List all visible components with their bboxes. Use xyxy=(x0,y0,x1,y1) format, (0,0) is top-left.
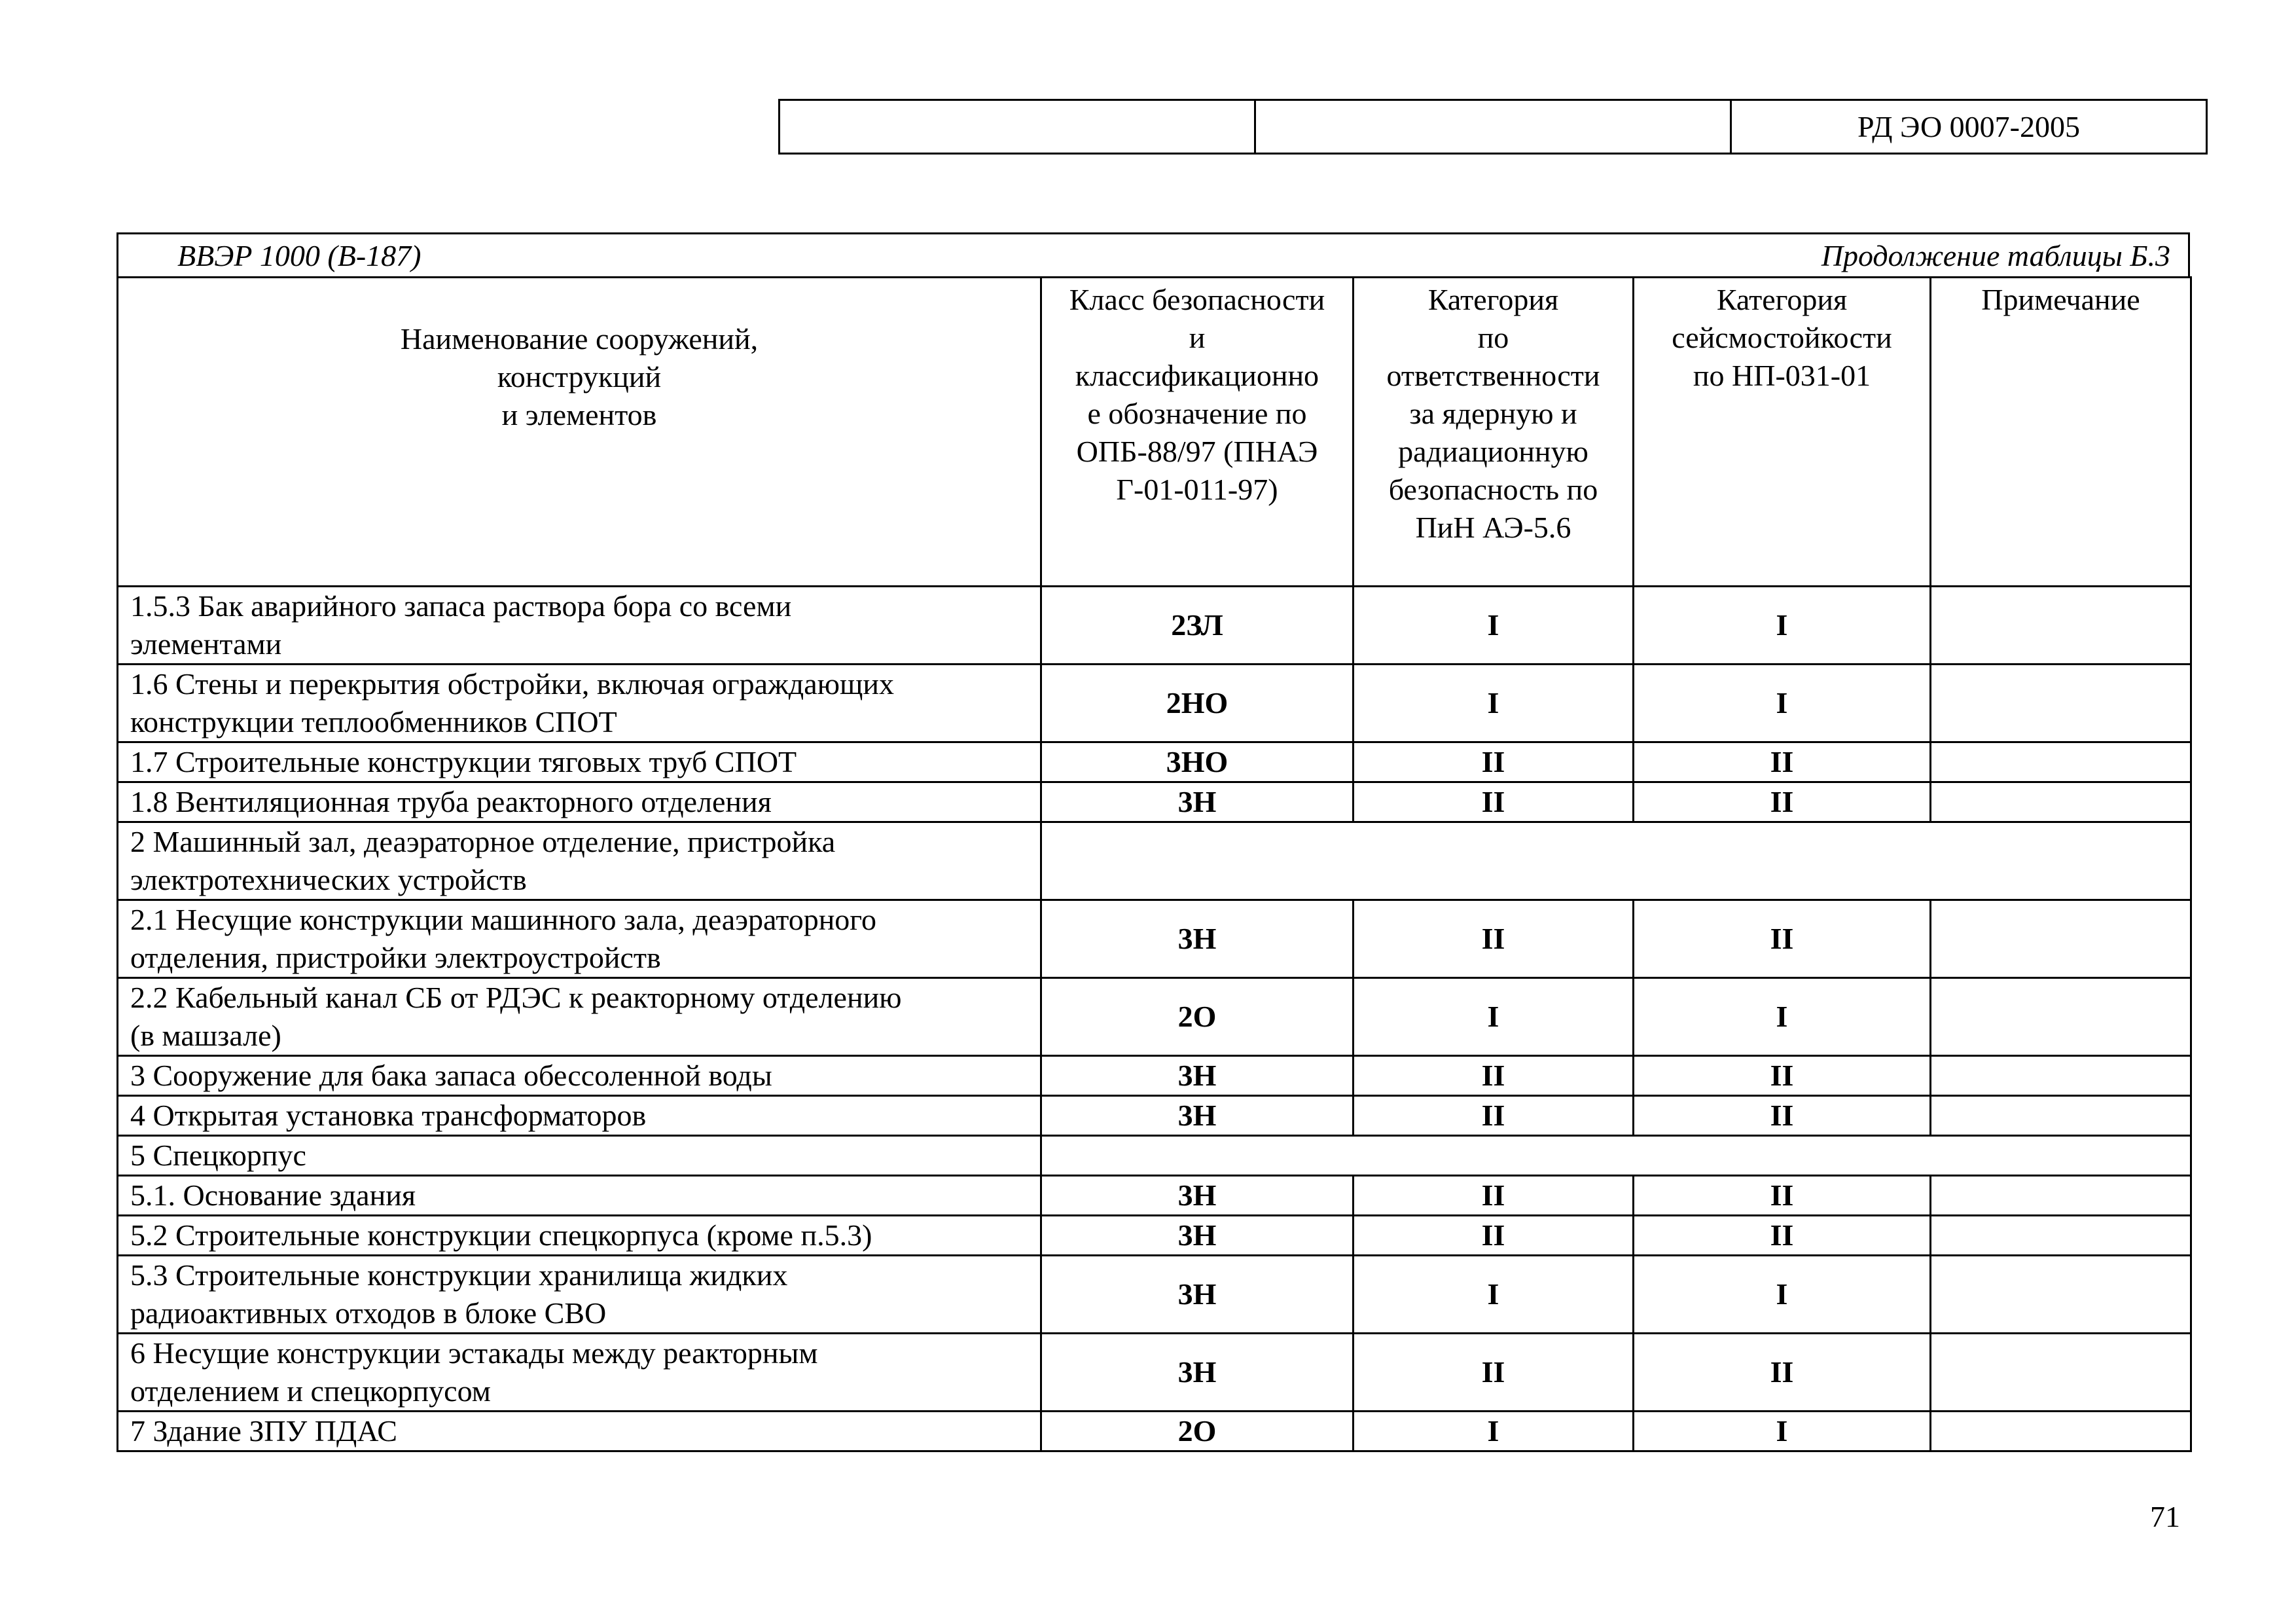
table-row xyxy=(118,782,2191,822)
table-row xyxy=(118,1056,2191,1096)
table-row xyxy=(118,665,2191,742)
table-row xyxy=(118,1216,2191,1256)
table-row xyxy=(118,1412,2191,1451)
header-cell-1 xyxy=(780,100,1255,154)
note-cell xyxy=(1931,978,2191,1056)
row-name xyxy=(118,782,1041,822)
table-row xyxy=(118,1334,2191,1412)
responsibility-cell: I xyxy=(1354,665,1634,742)
header-line: и xyxy=(1189,321,1206,354)
safety-class-cell: 3Н xyxy=(1041,1216,1354,1256)
row-name xyxy=(118,1056,1041,1096)
row-name-line: 2.1 Несущие конструкции машинного зала, деаэраторного xyxy=(130,903,877,936)
note-cell xyxy=(1931,587,2191,665)
row-name xyxy=(118,1216,1041,1256)
table-body xyxy=(118,587,2191,1451)
document-header-box xyxy=(778,99,2208,155)
header-seismic xyxy=(1634,278,1931,587)
header-line: Класс безопасности xyxy=(1069,283,1325,316)
row-name-line: 2 Машинный зал, деаэраторное отделение, пристройка xyxy=(130,825,836,858)
row-name-line: 4 Открытая установка трансформаторов xyxy=(130,1099,647,1132)
row-name-line: отделением и спецкорпусом xyxy=(130,1374,491,1408)
seismic-cell: II xyxy=(1634,1056,1931,1096)
header-name xyxy=(118,278,1041,587)
row-name-line: (в машзале) xyxy=(130,1019,281,1052)
safety-class-cell: 2О xyxy=(1041,1412,1354,1451)
row-name-line: 1.8 Вентиляционная труба реакторного отделения xyxy=(130,785,772,818)
header-line: Категория xyxy=(1716,283,1848,316)
safety-class-cell: 3НО xyxy=(1041,742,1354,782)
responsibility-cell: II xyxy=(1354,900,1634,978)
safety-class-cell: 2ЗЛ xyxy=(1041,587,1354,665)
header-cell-2 xyxy=(1255,100,1731,154)
seismic-cell: I xyxy=(1634,1412,1931,1451)
note-cell xyxy=(1931,1334,2191,1412)
table-row xyxy=(118,742,2191,782)
seismic-cell: I xyxy=(1634,1256,1931,1334)
section-empty-cell xyxy=(1041,1136,2191,1176)
row-name-line: 6 Несущие конструкции эстакады между реакторным xyxy=(130,1336,818,1370)
row-name-line: 7 Здание ЗПУ ПДАС xyxy=(130,1414,397,1448)
responsibility-cell: II xyxy=(1354,1216,1634,1256)
table-header-row xyxy=(118,278,2191,587)
row-name-line: конструкции теплообменников СПОТ xyxy=(130,705,617,739)
row-name-line: 3 Сооружение для бака запаса обессоленной воды xyxy=(130,1059,772,1092)
row-name-line: 1.7 Строительные конструкции тяговых труб СПОТ xyxy=(130,745,797,778)
seismic-cell: II xyxy=(1634,1216,1931,1256)
seismic-cell: II xyxy=(1634,900,1931,978)
header-line: Наименование сооружений, xyxy=(400,322,759,356)
header-line: безопасность по xyxy=(1388,473,1598,506)
seismic-cell: II xyxy=(1634,1096,1931,1136)
seismic-cell: I xyxy=(1634,587,1931,665)
row-name xyxy=(118,1256,1041,1334)
note-cell xyxy=(1931,1256,2191,1334)
note-cell xyxy=(1931,1216,2191,1256)
note-cell xyxy=(1931,900,2191,978)
safety-class-cell: 3Н xyxy=(1041,1176,1354,1216)
row-name-line: 2.2 Кабельный канал СБ от РДЭС к реакторному отделению xyxy=(130,981,902,1014)
header-line: Примечание xyxy=(1981,283,2140,316)
header-line: за ядерную и xyxy=(1409,397,1577,430)
safety-class-cell: 3Н xyxy=(1041,900,1354,978)
responsibility-cell: I xyxy=(1354,1256,1634,1334)
row-name-line: отделения, пристройки электроустройств xyxy=(130,941,661,974)
row-name-line: 5 Спецкорпус xyxy=(130,1139,306,1172)
row-name xyxy=(118,1412,1041,1451)
header-line: по НП-031-01 xyxy=(1693,359,1871,392)
row-name xyxy=(118,587,1041,665)
section-row xyxy=(118,822,2191,900)
safety-class-cell: 3Н xyxy=(1041,782,1354,822)
classification-table xyxy=(117,276,2192,1452)
header-note xyxy=(1931,278,2191,587)
table-row xyxy=(118,978,2191,1056)
page-number: 71 xyxy=(2150,1500,2180,1533)
header-line: по xyxy=(1477,321,1509,354)
row-name xyxy=(118,822,1041,900)
section-row xyxy=(118,1136,2191,1176)
header-line: ПиН АЭ-5.6 xyxy=(1415,511,1571,544)
section-empty-cell xyxy=(1041,822,2191,900)
safety-class-cell: 3Н xyxy=(1041,1334,1354,1412)
row-name xyxy=(118,1136,1041,1176)
document-code: РД ЭО 0007-2005 xyxy=(1731,100,2207,154)
seismic-cell: II xyxy=(1634,742,1931,782)
responsibility-cell: II xyxy=(1354,1334,1634,1412)
row-name xyxy=(118,900,1041,978)
note-cell xyxy=(1931,1412,2191,1451)
table-row xyxy=(118,1176,2191,1216)
row-name-line: элементами xyxy=(130,627,282,661)
row-name-line: 1.5.3 Бак аварийного запаса раствора бора со всеми xyxy=(130,589,792,623)
table-row xyxy=(118,1256,2191,1334)
safety-class-cell: 2О xyxy=(1041,978,1354,1056)
table-row xyxy=(118,900,2191,978)
header-safety-class xyxy=(1041,278,1354,587)
row-name xyxy=(118,1176,1041,1216)
header-line: ответственности xyxy=(1386,359,1600,392)
note-cell xyxy=(1931,782,2191,822)
row-name xyxy=(118,978,1041,1056)
header-line: конструкций xyxy=(497,360,662,393)
table-row xyxy=(118,587,2191,665)
table-caption-bar xyxy=(117,232,2190,278)
note-cell xyxy=(1931,665,2191,742)
header-line: е обозначение по xyxy=(1087,397,1307,430)
header-line: ОПБ-88/97 (ПНАЭ xyxy=(1076,435,1318,468)
responsibility-cell: I xyxy=(1354,587,1634,665)
note-cell xyxy=(1931,1176,2191,1216)
row-name-line: электротехнических устройств xyxy=(130,863,527,896)
note-cell xyxy=(1931,1096,2191,1136)
reactor-type-caption: ВВЭР 1000 (В-187) xyxy=(177,239,422,272)
seismic-cell: I xyxy=(1634,978,1931,1056)
responsibility-cell: II xyxy=(1354,1056,1634,1096)
responsibility-cell: II xyxy=(1354,742,1634,782)
header-line: Категория xyxy=(1427,283,1559,316)
header-line: сейсмостойкости xyxy=(1672,321,1892,354)
row-name xyxy=(118,1334,1041,1412)
table-continuation-caption: Продолжение таблицы Б.3 xyxy=(1821,239,2170,272)
row-name-line: 5.1. Основание здания xyxy=(130,1178,416,1212)
row-name xyxy=(118,1096,1041,1136)
seismic-cell: II xyxy=(1634,1334,1931,1412)
safety-class-cell: 3Н xyxy=(1041,1096,1354,1136)
header-line: классификационно xyxy=(1075,359,1319,392)
header-line: Г-01-011-97) xyxy=(1116,473,1278,506)
seismic-cell: II xyxy=(1634,782,1931,822)
safety-class-cell: 3Н xyxy=(1041,1256,1354,1334)
responsibility-cell: II xyxy=(1354,1176,1634,1216)
row-name-line: радиоактивных отходов в блоке СВО xyxy=(130,1296,607,1330)
responsibility-cell: I xyxy=(1354,1412,1634,1451)
note-cell xyxy=(1931,1056,2191,1096)
responsibility-cell: II xyxy=(1354,782,1634,822)
table-row xyxy=(118,1096,2191,1136)
header-line: и элементов xyxy=(501,398,657,431)
safety-class-cell: 2НО xyxy=(1041,665,1354,742)
seismic-cell: II xyxy=(1634,1176,1931,1216)
header-line: радиационную xyxy=(1398,435,1588,468)
seismic-cell: I xyxy=(1634,665,1931,742)
safety-class-cell: 3Н xyxy=(1041,1056,1354,1096)
row-name xyxy=(118,665,1041,742)
row-name-line: 5.2 Строительные конструкции спецкорпуса (кроме п.5.3) xyxy=(130,1218,872,1252)
row-name-line: 5.3 Строительные конструкции хранилища жидких xyxy=(130,1258,788,1292)
responsibility-cell: II xyxy=(1354,1096,1634,1136)
responsibility-cell: I xyxy=(1354,978,1634,1056)
row-name-line: 1.6 Стены и перекрытия обстройки, включая ограждающих xyxy=(130,667,895,701)
row-name xyxy=(118,742,1041,782)
header-responsibility xyxy=(1354,278,1634,587)
note-cell xyxy=(1931,742,2191,782)
